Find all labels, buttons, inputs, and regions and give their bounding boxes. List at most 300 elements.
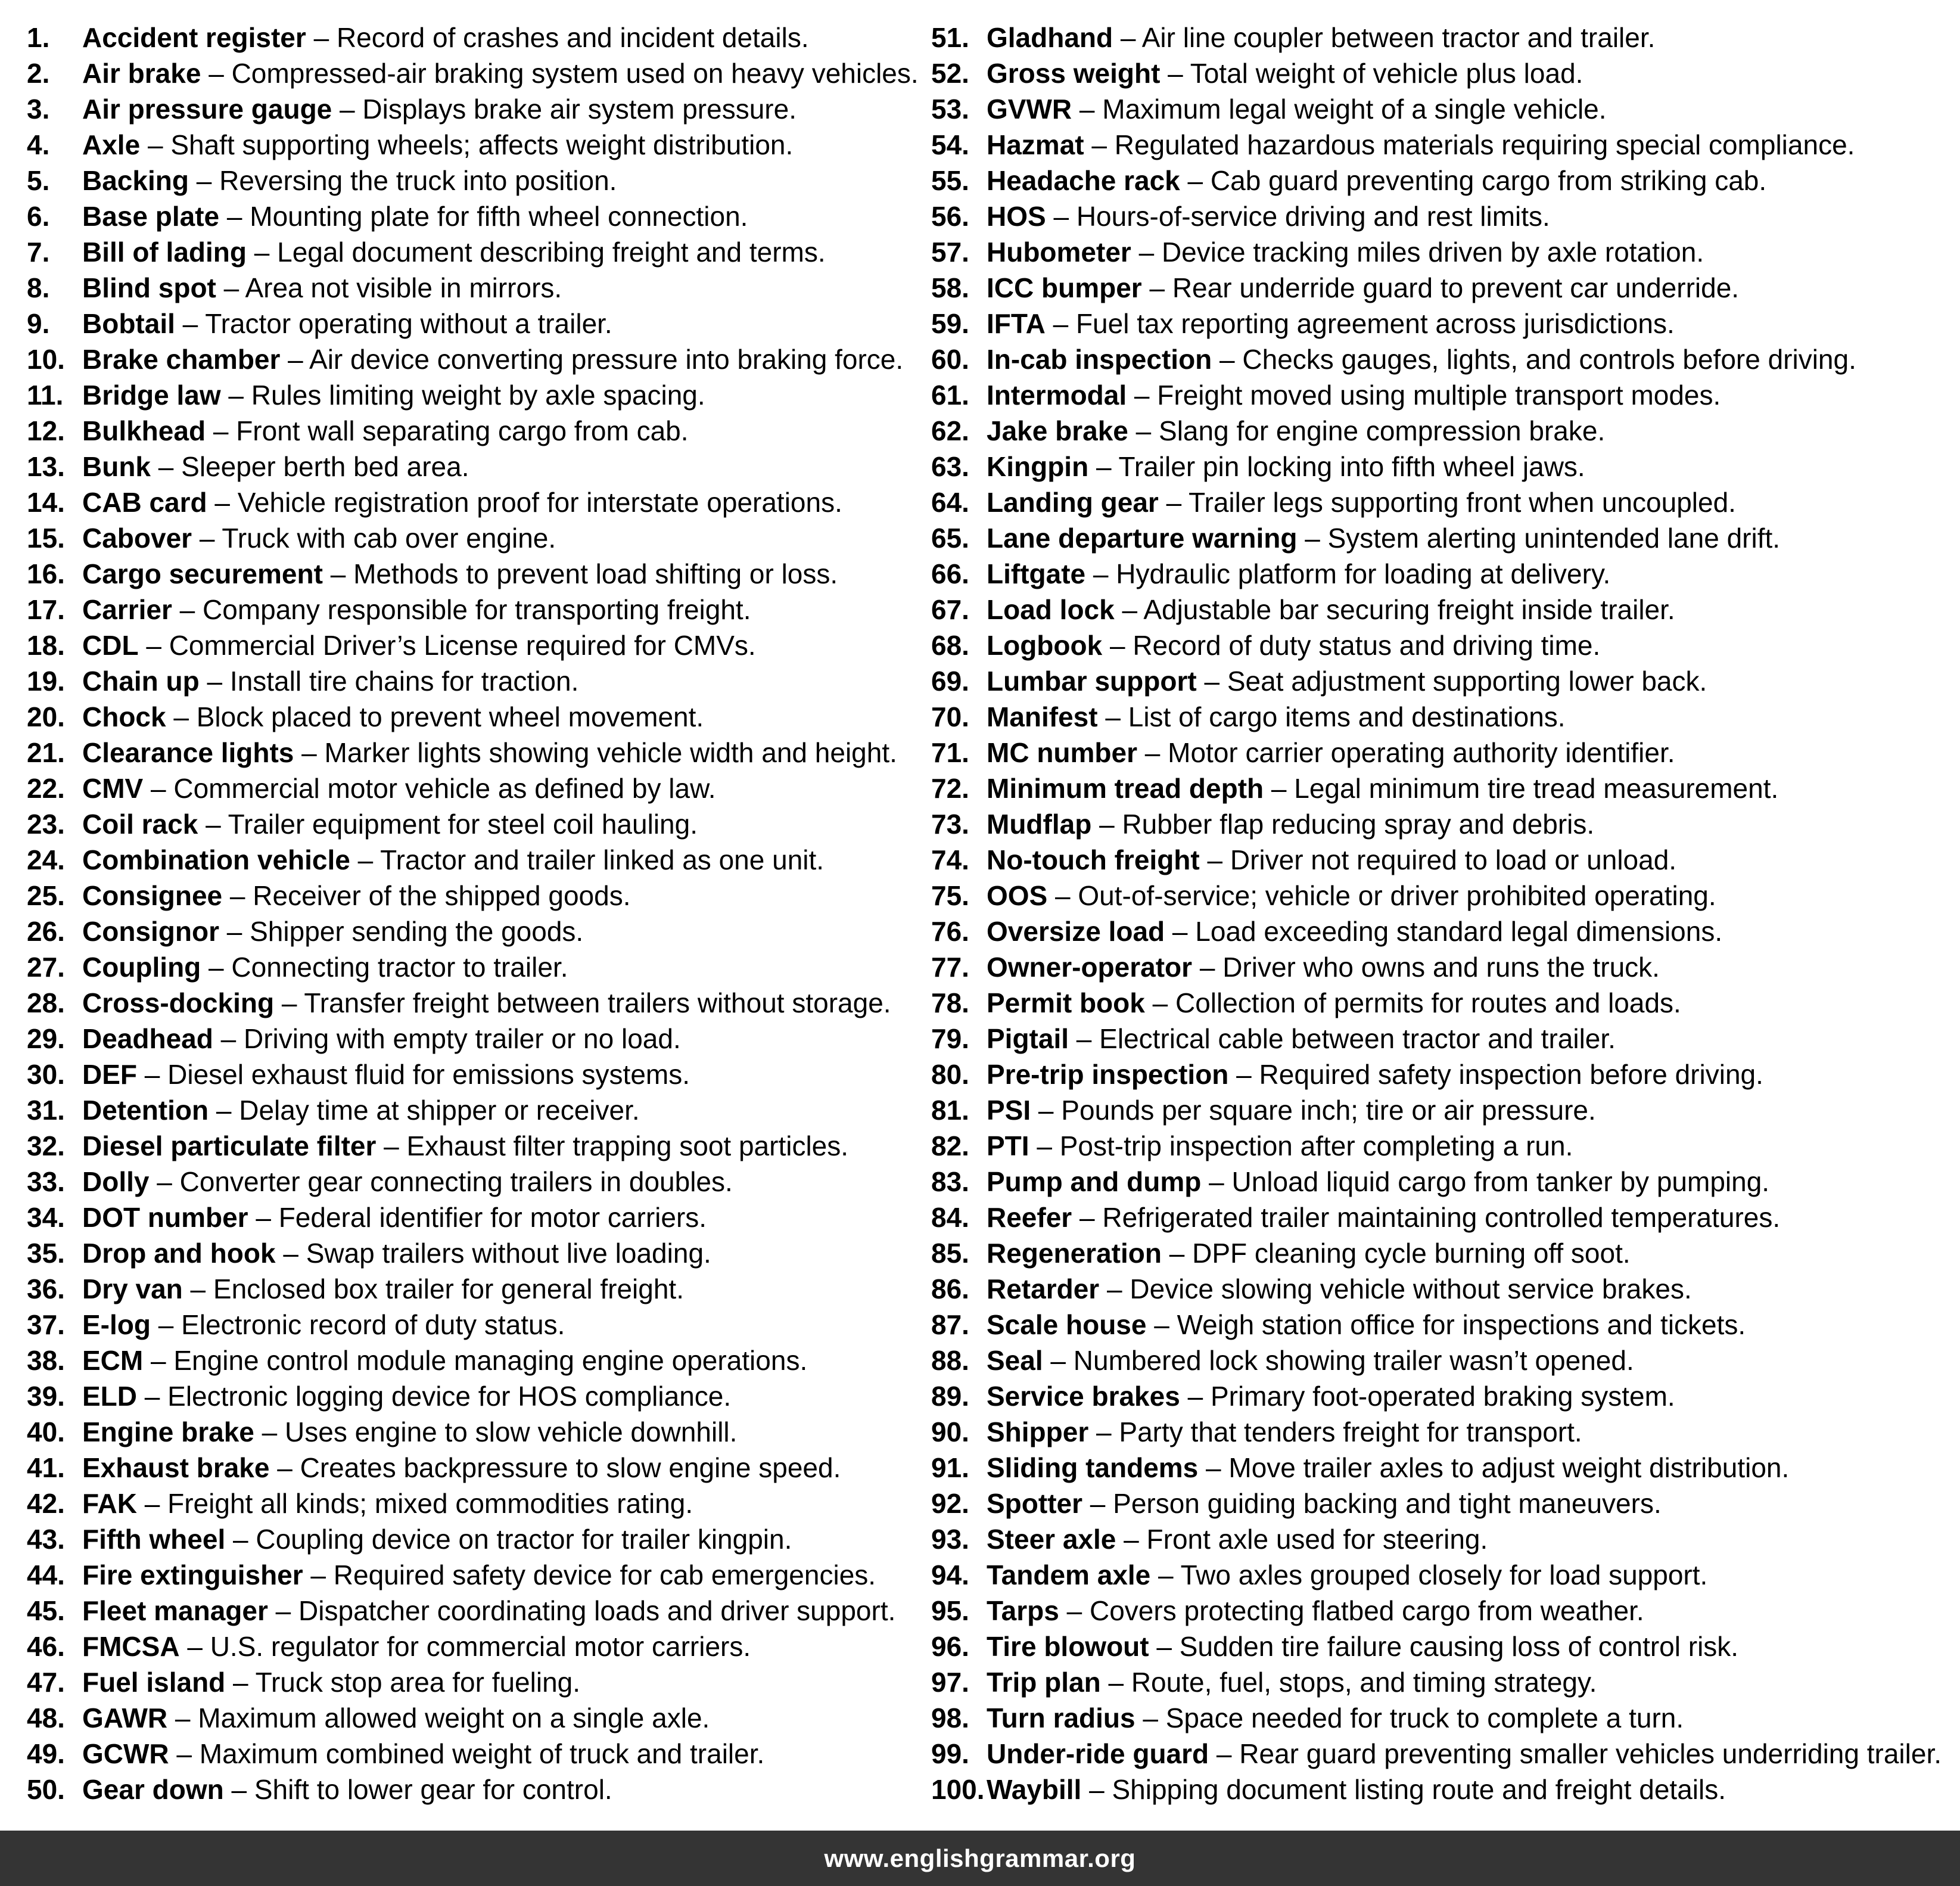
item-definition: – Required safety device for cab emergencies. xyxy=(303,1559,876,1590)
item-number: 4. xyxy=(27,129,50,160)
glossary-item xyxy=(931,1378,1960,1414)
item-number: 11. xyxy=(27,380,64,411)
glossary-item xyxy=(27,1664,920,1700)
item-number: 92. xyxy=(931,1488,969,1519)
item-number: 43. xyxy=(27,1524,65,1555)
item-number: 80. xyxy=(931,1059,969,1090)
item-number: 66. xyxy=(931,558,969,589)
item-text xyxy=(82,1736,764,1772)
glossary-item xyxy=(27,1235,920,1271)
item-definition: – Pounds per square inch; tire or air pressure. xyxy=(1031,1095,1596,1126)
glossary-item xyxy=(27,234,920,270)
glossary-item xyxy=(931,1200,1960,1235)
item-definition: – Driving with empty trailer or no load. xyxy=(213,1023,681,1054)
item-definition: – List of cargo items and destinations. xyxy=(1097,701,1566,732)
item-term: Cargo securement xyxy=(82,558,323,589)
item-number: 74. xyxy=(931,844,969,875)
item-definition: – Driver who owns and runs the truck. xyxy=(1192,952,1660,983)
glossary-item xyxy=(931,985,1960,1021)
item-definition: – Driver not required to load or unload. xyxy=(1199,844,1677,875)
item-text xyxy=(987,770,1778,806)
item-number: 61. xyxy=(931,380,969,411)
item-text xyxy=(987,699,1566,735)
glossary-item xyxy=(27,413,920,449)
glossary-item xyxy=(931,1092,1960,1128)
item-text xyxy=(987,735,1675,770)
item-term: Jake brake xyxy=(987,415,1128,446)
item-term: Bobtail xyxy=(82,308,175,339)
glossary-item xyxy=(931,1700,1960,1736)
item-number: 47. xyxy=(27,1667,65,1698)
glossary-item xyxy=(931,806,1960,842)
glossary-item xyxy=(27,1414,920,1450)
item-definition: – Reversing the truck into position. xyxy=(188,165,617,196)
item-definition: – Legal minimum tire tread measurement. xyxy=(1264,773,1779,804)
item-number: 62. xyxy=(931,415,969,446)
item-definition: – Electronic record of duty status. xyxy=(150,1309,565,1340)
item-term: Deadhead xyxy=(82,1023,213,1054)
item-text xyxy=(987,1271,1692,1307)
item-number: 98. xyxy=(931,1702,969,1733)
glossary-item xyxy=(931,484,1960,520)
item-term: Minimum tread depth xyxy=(987,773,1264,804)
item-term: Consignee xyxy=(82,880,223,911)
item-definition: – Dispatcher coordinating loads and driver support. xyxy=(267,1595,896,1626)
item-text xyxy=(987,484,1736,520)
item-number: 48. xyxy=(27,1702,65,1733)
glossary-item xyxy=(931,949,1960,985)
item-number: 29. xyxy=(27,1023,65,1054)
item-definition: – Move trailer axles to adjust weight distribution. xyxy=(1198,1452,1790,1483)
glossary-item xyxy=(931,735,1960,770)
item-definition: – Receiver of the shipped goods. xyxy=(222,880,631,911)
glossary-item xyxy=(931,413,1960,449)
item-text xyxy=(82,1128,848,1164)
item-term: Bridge law xyxy=(82,380,221,411)
item-number: 46. xyxy=(27,1631,65,1662)
item-term: Fire extinguisher xyxy=(82,1559,303,1590)
item-text xyxy=(82,1235,711,1271)
glossary-item xyxy=(931,1593,1960,1629)
item-term: Scale house xyxy=(987,1309,1147,1340)
item-number: 84. xyxy=(931,1202,969,1233)
glossary-item xyxy=(931,1664,1960,1700)
item-term: DEF xyxy=(82,1059,137,1090)
item-term: HOS xyxy=(987,201,1046,232)
item-number: 33. xyxy=(27,1166,65,1197)
item-number: 3. xyxy=(27,94,50,125)
item-definition: – Rear underride guard to prevent car underride. xyxy=(1141,272,1740,303)
item-term: Tire blowout xyxy=(987,1631,1149,1662)
item-text xyxy=(987,592,1675,627)
item-definition: – Shipping document listing route and freight details. xyxy=(1081,1774,1726,1805)
item-number: 76. xyxy=(931,916,969,947)
item-number: 44. xyxy=(27,1559,65,1590)
item-text xyxy=(987,556,1610,592)
item-number: 97. xyxy=(931,1667,969,1698)
item-text xyxy=(987,341,1856,377)
item-term: Gladhand xyxy=(987,22,1113,53)
item-number: 93. xyxy=(931,1524,969,1555)
item-number: 12. xyxy=(27,415,65,446)
glossary-item xyxy=(931,306,1960,341)
glossary-item xyxy=(27,878,920,914)
item-text xyxy=(82,1057,690,1092)
item-number: 90. xyxy=(931,1416,969,1447)
item-number: 100. xyxy=(931,1774,985,1805)
item-term: Air pressure gauge xyxy=(82,94,332,125)
item-term: Gear down xyxy=(82,1774,224,1805)
item-number: 39. xyxy=(27,1381,65,1412)
item-text xyxy=(82,55,919,91)
item-definition: – Tractor and trailer linked as one unit. xyxy=(350,844,825,875)
item-text xyxy=(82,520,556,556)
item-term: Waybill xyxy=(987,1774,1082,1805)
item-text xyxy=(987,627,1600,663)
item-text xyxy=(987,234,1704,270)
glossary-item xyxy=(27,270,920,306)
item-text xyxy=(987,1021,1616,1057)
item-number: 36. xyxy=(27,1273,65,1304)
item-term: Turn radius xyxy=(987,1702,1135,1733)
item-term: Load lock xyxy=(987,594,1115,625)
item-number: 13. xyxy=(27,451,65,482)
glossary-item xyxy=(27,1092,920,1128)
item-term: Headache rack xyxy=(987,165,1180,196)
item-term: ICC bumper xyxy=(987,272,1142,303)
item-text xyxy=(987,1164,1769,1200)
item-text xyxy=(987,55,1583,91)
item-number: 2. xyxy=(27,58,50,89)
glossary-item xyxy=(27,1307,920,1343)
item-text xyxy=(987,842,1676,878)
glossary-item xyxy=(27,985,920,1021)
item-definition: – Trailer legs supporting front when uncoupled. xyxy=(1158,487,1736,518)
item-text xyxy=(987,1343,1634,1378)
item-text xyxy=(82,1557,876,1593)
footer-url: www.englishgrammar.org xyxy=(824,1844,1136,1872)
glossary-item xyxy=(27,735,920,770)
item-definition: – Tractor operating without a trailer. xyxy=(175,308,612,339)
glossary-item xyxy=(931,1128,1960,1164)
item-text xyxy=(987,914,1722,949)
item-term: Service brakes xyxy=(987,1381,1180,1412)
item-number: 91. xyxy=(931,1452,969,1483)
item-term: Pre-trip inspection xyxy=(987,1059,1229,1090)
item-text xyxy=(82,484,842,520)
item-number: 59. xyxy=(931,308,969,339)
item-definition: – Motor carrier operating authority identifier. xyxy=(1137,737,1675,768)
item-term: Combination vehicle xyxy=(82,844,350,875)
item-term: OOS xyxy=(987,880,1048,911)
glossary-item xyxy=(931,1450,1960,1486)
item-number: 60. xyxy=(931,344,969,375)
item-text xyxy=(82,842,824,878)
item-definition: – Engine control module managing engine operations. xyxy=(143,1345,808,1376)
item-definition: – Route, fuel, stops, and timing strategy. xyxy=(1100,1667,1597,1698)
item-definition: – Two axles grouped closely for load support. xyxy=(1150,1559,1708,1590)
item-definition: – Post-trip inspection after completing a run. xyxy=(1029,1130,1573,1161)
item-text xyxy=(987,1450,1789,1486)
item-term: Retarder xyxy=(987,1273,1100,1304)
item-number: 78. xyxy=(931,987,969,1018)
item-number: 38. xyxy=(27,1345,65,1376)
item-text xyxy=(987,806,1594,842)
glossary-item xyxy=(27,1593,920,1629)
item-number: 9. xyxy=(27,308,50,339)
item-definition: – Mounting plate for fifth wheel connection. xyxy=(219,201,748,232)
item-term: Fifth wheel xyxy=(82,1524,226,1555)
glossary-item xyxy=(931,1057,1960,1092)
item-definition: – Hours-of-service driving and rest limits. xyxy=(1046,201,1550,232)
item-term: Intermodal xyxy=(987,380,1127,411)
glossary-item xyxy=(931,1307,1960,1343)
item-number: 31. xyxy=(27,1095,65,1126)
item-definition: – Commercial Driver’s License required for CMVs. xyxy=(138,630,756,661)
glossary-item xyxy=(931,1736,1960,1772)
glossary-item xyxy=(27,520,920,556)
glossary-item xyxy=(27,556,920,592)
item-term: Trip plan xyxy=(987,1667,1101,1698)
item-term: Sliding tandems xyxy=(987,1452,1199,1483)
glossary-item xyxy=(931,878,1960,914)
glossary-item xyxy=(931,699,1960,735)
item-text xyxy=(82,1450,841,1486)
item-term: PSI xyxy=(987,1095,1031,1126)
glossary-item xyxy=(27,20,920,55)
item-text xyxy=(987,1057,1763,1092)
glossary-item xyxy=(27,663,920,699)
item-number: 55. xyxy=(931,165,969,196)
item-number: 42. xyxy=(27,1488,65,1519)
item-term: Brake chamber xyxy=(82,344,281,375)
item-definition: – Fuel tax reporting agreement across jurisdictions. xyxy=(1045,308,1675,339)
item-term: ELD xyxy=(82,1381,137,1412)
glossary-item xyxy=(931,770,1960,806)
item-definition: – Delay time at shipper or receiver. xyxy=(209,1095,640,1126)
item-definition: – DPF cleaning cycle burning off soot. xyxy=(1161,1238,1631,1269)
item-text xyxy=(987,413,1605,449)
item-number: 10. xyxy=(27,344,65,375)
item-term: Landing gear xyxy=(987,487,1159,518)
item-definition: – Maximum combined weight of truck and trailer. xyxy=(169,1738,765,1769)
glossary-item xyxy=(27,1772,920,1807)
glossary-item xyxy=(27,1700,920,1736)
item-number: 22. xyxy=(27,773,65,804)
item-number: 56. xyxy=(931,201,969,232)
glossary-item xyxy=(931,91,1960,127)
glossary-item xyxy=(27,1736,920,1772)
item-text xyxy=(82,127,793,163)
item-definition: – Device slowing vehicle without service brakes. xyxy=(1099,1273,1692,1304)
glossary-item xyxy=(27,1021,920,1057)
item-number: 32. xyxy=(27,1130,65,1161)
glossary-item xyxy=(27,341,920,377)
glossary-item xyxy=(931,127,1960,163)
glossary-item xyxy=(27,1343,920,1378)
item-term: CAB card xyxy=(82,487,207,518)
item-text xyxy=(82,663,578,699)
item-text xyxy=(82,556,838,592)
item-number: 82. xyxy=(931,1130,969,1161)
item-number: 89. xyxy=(931,1381,969,1412)
item-term: Clearance lights xyxy=(82,737,294,768)
item-number: 14. xyxy=(27,487,65,518)
item-number: 68. xyxy=(931,630,969,661)
item-number: 99. xyxy=(931,1738,969,1769)
item-definition: – Person guiding backing and tight maneuvers. xyxy=(1082,1488,1662,1519)
glossary-item xyxy=(27,55,920,91)
item-number: 96. xyxy=(931,1631,969,1662)
item-text xyxy=(82,1271,684,1307)
item-number: 83. xyxy=(931,1166,969,1197)
glossary-item xyxy=(27,1200,920,1235)
item-text xyxy=(987,449,1585,484)
glossary-item xyxy=(27,592,920,627)
item-term: Pump and dump xyxy=(987,1166,1202,1197)
item-definition: – Regulated hazardous materials requiring special compliance. xyxy=(1084,129,1855,160)
item-term: Owner-operator xyxy=(987,952,1193,983)
item-definition: – Cab guard preventing cargo from striking cab. xyxy=(1180,165,1767,196)
item-definition: – Electrical cable between tractor and trailer. xyxy=(1069,1023,1616,1054)
footer-bar xyxy=(0,1831,1960,1886)
item-definition: – Legal document describing freight and terms. xyxy=(246,237,826,268)
item-text xyxy=(987,163,1766,198)
item-definition: – Refrigerated trailer maintaining controlled temperatures. xyxy=(1072,1202,1781,1233)
item-text xyxy=(987,1307,1746,1343)
glossary-item xyxy=(931,842,1960,878)
item-text xyxy=(82,1772,612,1807)
item-number: 54. xyxy=(931,129,969,160)
item-term: Blind spot xyxy=(82,272,216,303)
item-definition: – Air device converting pressure into braking force. xyxy=(280,344,904,375)
item-text xyxy=(82,1521,792,1557)
item-definition: – Truck stop area for fueling. xyxy=(225,1667,581,1698)
item-text xyxy=(82,1378,731,1414)
item-number: 86. xyxy=(931,1273,969,1304)
item-text xyxy=(987,1378,1675,1414)
item-number: 57. xyxy=(931,237,969,268)
item-text xyxy=(82,806,698,842)
item-number: 53. xyxy=(931,94,969,125)
item-number: 67. xyxy=(931,594,969,625)
item-number: 30. xyxy=(27,1059,65,1090)
glossary-item xyxy=(27,484,920,520)
glossary-item xyxy=(27,127,920,163)
item-text xyxy=(82,985,891,1021)
item-definition: – System alerting unintended lane drift. xyxy=(1297,523,1781,554)
item-number: 27. xyxy=(27,952,65,983)
item-term: Chain up xyxy=(82,666,200,697)
item-definition: – Sudden tire failure causing loss of control risk. xyxy=(1149,1631,1739,1662)
item-number: 85. xyxy=(931,1238,969,1269)
item-definition: – Numbered lock showing trailer wasn’t opened. xyxy=(1043,1345,1634,1376)
item-term: Axle xyxy=(82,129,141,160)
item-term: Drop and hook xyxy=(82,1238,276,1269)
item-term: Air brake xyxy=(82,58,201,89)
item-term: Chock xyxy=(82,701,166,732)
item-definition: – Shaft supporting wheels; affects weight distribution. xyxy=(140,129,794,160)
item-term: Diesel particulate filter xyxy=(82,1130,377,1161)
item-term: Tandem axle xyxy=(987,1559,1151,1590)
item-definition: – Adjustable bar securing freight inside trailer. xyxy=(1114,594,1675,625)
item-definition: – Trailer equipment for steel coil hauling. xyxy=(198,809,698,840)
item-text xyxy=(987,270,1739,306)
item-definition: – Methods to prevent load shifting or loss. xyxy=(322,558,838,589)
item-definition: – Company responsible for transporting freight. xyxy=(172,594,751,625)
item-term: Regeneration xyxy=(987,1238,1162,1269)
item-number: 79. xyxy=(931,1023,969,1054)
item-number: 6. xyxy=(27,201,50,232)
item-term: E-log xyxy=(82,1309,151,1340)
item-term: Engine brake xyxy=(82,1416,254,1447)
item-text xyxy=(987,377,1721,413)
item-definition: – Sleeper berth bed area. xyxy=(151,451,469,482)
item-text xyxy=(82,270,562,306)
item-term: GCWR xyxy=(82,1738,169,1769)
item-text xyxy=(82,1414,737,1450)
item-term: Backing xyxy=(82,165,189,196)
item-text xyxy=(987,1557,1707,1593)
item-definition: – Record of crashes and incident details. xyxy=(306,22,809,53)
item-text xyxy=(82,1200,707,1235)
item-text xyxy=(82,449,469,484)
item-definition: – Install tire chains for traction. xyxy=(199,666,579,697)
item-number: 35. xyxy=(27,1238,65,1269)
item-term: Fleet manager xyxy=(82,1595,268,1626)
item-text xyxy=(987,1629,1738,1664)
item-definition: – Transfer freight between trailers without storage. xyxy=(274,987,891,1018)
item-text xyxy=(987,1235,1631,1271)
item-text xyxy=(82,1664,580,1700)
item-text xyxy=(82,198,748,234)
item-number: 28. xyxy=(27,987,65,1018)
item-text xyxy=(82,341,903,377)
item-text xyxy=(82,735,897,770)
item-definition: – Space needed for truck to complete a turn. xyxy=(1135,1702,1684,1733)
glossary-item xyxy=(931,198,1960,234)
item-term: Steer axle xyxy=(987,1524,1116,1555)
item-text xyxy=(82,699,704,735)
item-term: Shipper xyxy=(987,1416,1089,1447)
item-text xyxy=(987,91,1607,127)
item-definition: – Checks gauges, lights, and controls before driving. xyxy=(1212,344,1856,375)
item-number: 49. xyxy=(27,1738,65,1769)
item-text xyxy=(987,663,1707,699)
item-definition: – Freight all kinds; mixed commodities rating. xyxy=(137,1488,693,1519)
item-term: Pigtail xyxy=(987,1023,1069,1054)
item-definition: – Unload liquid cargo from tanker by pumping. xyxy=(1201,1166,1770,1197)
item-text xyxy=(987,520,1780,556)
item-text xyxy=(82,1593,895,1629)
item-definition: – Vehicle registration proof for interstate operations. xyxy=(207,487,842,518)
item-definition: – Trailer pin locking into fifth wheel jaws. xyxy=(1088,451,1585,482)
item-definition: – Connecting tractor to trailer. xyxy=(201,952,568,983)
glossary-item xyxy=(931,914,1960,949)
item-term: Under-ride guard xyxy=(987,1738,1209,1769)
item-text xyxy=(987,127,1855,163)
item-text xyxy=(987,1128,1573,1164)
item-term: Liftgate xyxy=(987,558,1086,589)
glossary-item xyxy=(27,1486,920,1521)
item-definition: – Front wall separating cargo from cab. xyxy=(206,415,689,446)
item-definition: – Rear guard preventing smaller vehicles underriding trailer. xyxy=(1209,1738,1942,1769)
glossary-item xyxy=(27,449,920,484)
item-number: 19. xyxy=(27,666,65,697)
item-term: Reefer xyxy=(987,1202,1072,1233)
item-text xyxy=(987,1414,1582,1450)
item-definition: – Hydraulic platform for loading at delivery. xyxy=(1085,558,1611,589)
